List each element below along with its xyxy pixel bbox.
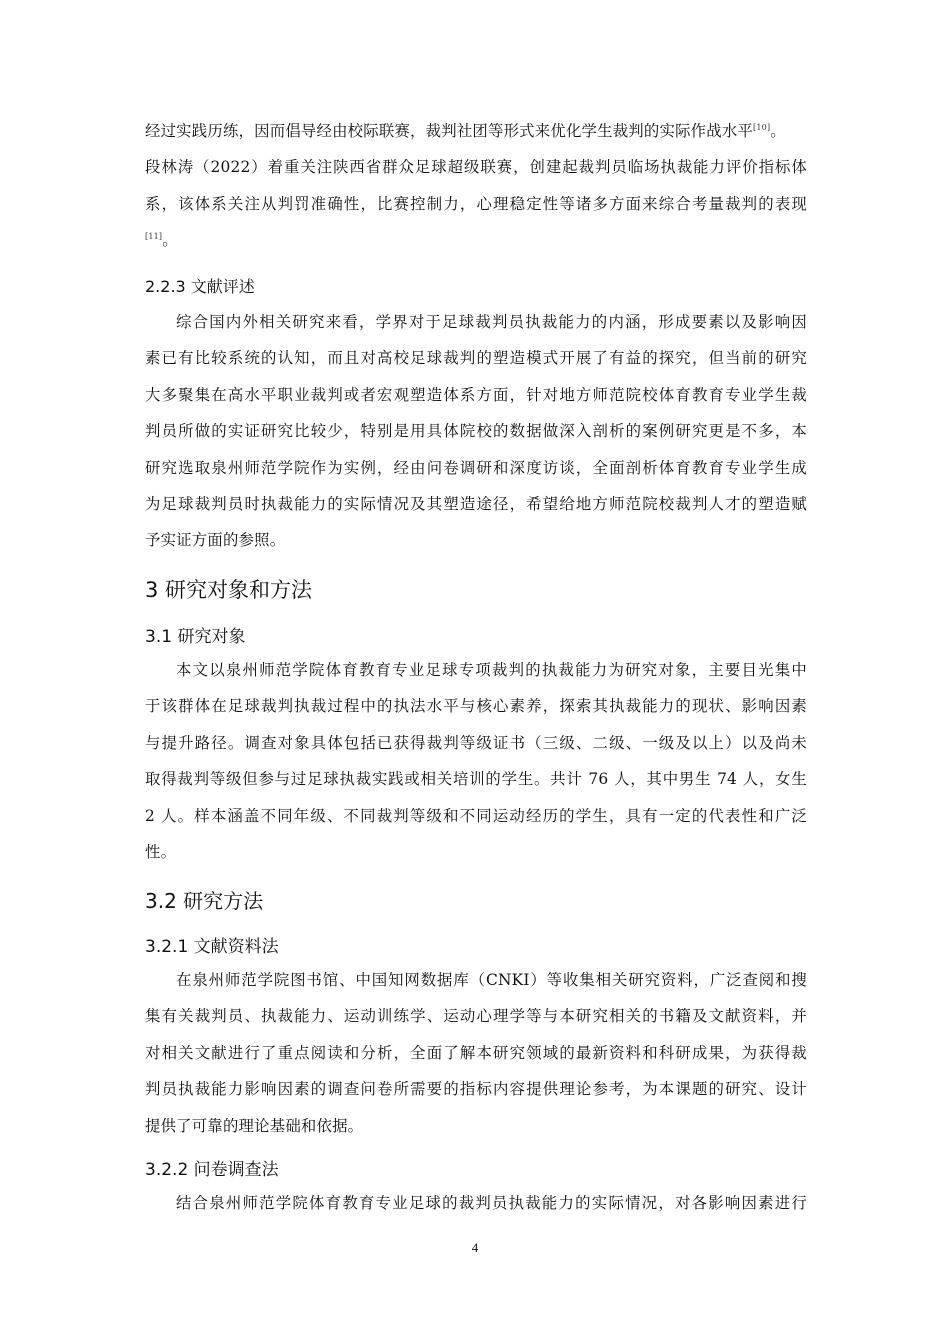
line-text: 。	[162, 231, 178, 250]
paragraph-line: 结合泉州师范学院体育教育专业足球的裁判员执裁能力的实际情况，对各影响因素进行	[176, 1194, 807, 1212]
section-heading-3-2-1: 3.2.1 文献资料法	[145, 937, 279, 957]
paragraph-line: 性。	[145, 843, 177, 862]
line-text: 。	[770, 122, 786, 140]
paragraph-line: 本文以泉州师范学院体育教育专业足球专项裁判的执裁能力为研究对象，主要目光集中	[176, 661, 807, 679]
citation-marker: [10]	[753, 122, 771, 132]
chapter-heading-3: 3 研究对象和方法	[145, 578, 313, 602]
paragraph-line: 研究选取泉州师范学院作为实例，经由问卷调研和深度访谈，全面剖析体育教育专业学生成	[145, 458, 807, 477]
paragraph-line: 为足球裁判员时执裁能力的实际情况及其塑造途径，希望给地方师范院校裁判人才的塑造赋	[145, 495, 807, 514]
page-number: 4	[471, 1240, 479, 1255]
paragraph-line: 与提升路径。调查对象具体包括已获得裁判等级证书（三级、二级、一级及以上）以及尚未	[145, 733, 807, 752]
paragraph-line: 于该群体在足球裁判执裁过程中的执法水平与核心素养，探索其执裁能力的现状、影响因素	[145, 697, 807, 716]
section-heading-3-2-2: 3.2.2 问卷调查法	[145, 1160, 279, 1180]
paragraph-line: 取得裁判等级但参与过足球执裁实践或相关培训的学生。共计 76 人，其中男生 74 人，女生	[145, 770, 807, 789]
paragraph-line: 在泉州师范学院图书馆、中国知网数据库（CNKI）等收集相关研究资料，广泛查阅和搜	[176, 971, 807, 989]
paragraph-line: 系，该体系关注从判罚准确性，比赛控制力，心理稳定性等诸多方面来综合考量裁判的表现	[145, 194, 807, 213]
paragraph-line	[145, 113, 807, 149]
section-3-2-1-body	[145, 962, 807, 1144]
paragraph-line: 提供了可靠的理论基础和依据。	[145, 1116, 364, 1135]
paragraph-line: 集有关裁判员、执裁能力、运动训练学、运动心理学等与本研究相关的书籍及文献资料，并	[145, 1007, 807, 1026]
paragraph-line: 判员执裁能力影响因素的调查问卷所需要的指标内容提供理论参考，为本课题的研究、设计	[145, 1080, 807, 1099]
paragraph-line: 判员所做的实证研究比较少，特别是用具体院校的数据做深入剖析的案例研究更是不多，本	[145, 422, 807, 441]
paragraph-line: 予实证方面的参照。	[145, 531, 286, 550]
paragraph-line: 对相关文献进行了重点阅读和分析，全面了解本研究领域的最新资料和科研成果，为获得裁	[145, 1043, 807, 1062]
paragraph-line: 素已有比较系统的认知，而且对高校足球裁判的塑造模式开展了有益的探究，但当前的研究	[145, 349, 807, 368]
top-paragraph	[145, 113, 807, 259]
citation-marker: [11]	[145, 232, 163, 242]
section-heading-3-1: 3.1 研究对象	[145, 627, 246, 647]
section-heading-3-2: 3.2 研究方法	[145, 889, 264, 913]
paragraph-line: 综合国内外相关研究来看，学界对于足球裁判员执裁能力的内涵，形成要素以及影响因	[176, 313, 807, 331]
line-text: 经过实践历练，因而倡导经由校际联赛，裁判社团等形式来优化学生裁判的实际作战水平	[145, 122, 754, 140]
paragraph-line: 段林涛（2022）着重关注陕西省群众足球超级联赛，创建起裁判员临场执裁能力评价指标体	[145, 158, 807, 177]
section-3-1-body	[145, 652, 807, 870]
paragraph-line: 2 人。样本涵盖不同年级、不同裁判等级和不同运动经历的学生，具有一定的代表性和广泛	[145, 806, 807, 825]
section-3-2-2-body	[145, 1185, 807, 1221]
paragraph-line	[145, 222, 807, 258]
paragraph-line: 大多聚集在高水平职业裁判或者宏观塑造体系方面，针对地方师范院校体育教育专业学生裁	[145, 385, 807, 404]
section-heading-2-2-3: 2.2.3 文献评述	[145, 277, 255, 296]
section-2-2-3-body	[145, 304, 807, 559]
